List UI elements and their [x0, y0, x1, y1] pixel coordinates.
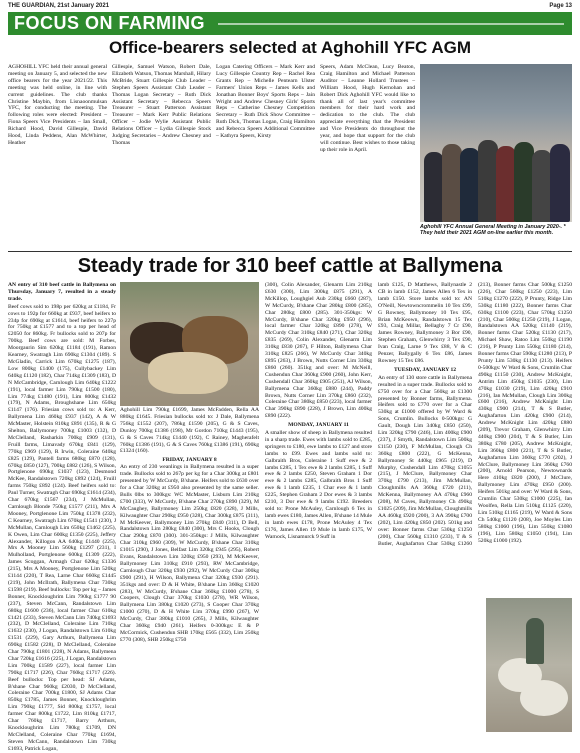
story1-col4-text: Speers, Adam McClean, Lucy Beaton, Craig Hamilton and Michael Patterson Auditor – Leanne Hollard Trustees – William Hood, Hugh Kernohan and Robert Dick Aghohill YFC would like to thank all of last year's committee members for their hard work and dedication to the club. The club appreciate everything that the President and Vice Presidents do throughout the year, and hope that support for the club will continue. Best wishes to those taking up their role in April.	[320, 64, 415, 153]
photo-person	[442, 144, 462, 222]
masthead-line	[8, 3, 572, 12]
photo-person	[514, 142, 534, 222]
story2-column-3	[265, 282, 372, 734]
section-banner	[8, 12, 572, 35]
beef-cattle-photo	[120, 282, 259, 406]
story2-col3-text: (300), Colin Alexander, Glenarm Lim 210kg £630 (300), Lim 300kg £875 (291), A McKillop, Loughgiel Aub 230kg £660 (287), W McCurdy, B'shane Char 280kg £800 (285), Char 280kg £800 (285). 301-350kgs: W McCurdy, B'shane Char 320kg £950 (296), local farmer Char 320kg £890 (278), W McCurdy Char 310kg £840 (271), Char 320kg £835 (269), Colin Alexander, Glenarm Lim 310kg £830 (267), F Hilton, Ballymena Char 310kg £825 (266), W McCurdy Char 340kg £895 (263), J Brown, Nutts Corner Lim 330kg £860 (260). 351kg and over: M McNeill, Cushendun Char 360kg £900 (260), John Kerr, Cushendall Char 360kg £905 (251), AJ Wilson, Ballymena Char 360kg £880 (244), Paddy Brown, Nutts Corner Lim 370kg £860 (232), Coleraine Char 380kg £850 (223), local farmer Char 390kg £890 (228), J Brown, Lim 400kg £890 (222).	[265, 282, 372, 420]
masthead-paper-date: THE GUARDIAN, 21st January 2021	[8, 3, 110, 9]
story2-column-1	[8, 282, 116, 752]
story1-col2-text: Gillespie, Samuel Watson, Robert Dale, Elizabeth Watson, Thomas Marshall, Hilary McBride, Stuart Gillespie Club Leader – Stephen Speers Assistant Club Leader – Thomas Logan Secretary – Ruth Dick Assistant Secretary – Rebecca Speers Treasurer – Stuart Patterson Assistant Treasurer – Mark Kerr Public Relations Officer – Jodie Wylie Assistant Public Relations Officer – Lydia Gillespie Stock Judging Secretaries – Andrew Chesney and Thomas	[112, 64, 211, 146]
photo-person	[532, 150, 552, 222]
story2-column-2	[120, 407, 259, 734]
section-title: FOCUS ON FARMING	[14, 13, 205, 33]
photo-person	[424, 152, 444, 222]
photo-cow	[148, 352, 228, 394]
story1-col1-text: AGHOHILL YFC held their annual general meeting on January 5, and selected the new office bearers for the year 2021/22. This meeting was held online, in line with current guidelines. The club thanks Christine Maybin, from Lisnaoonmulsan YFC, for conducting the meeting. The following roles were elected: President – Fiona Speers Vice Presidents – Ian Small, Richard Hood, David Gillespie, David Hood, Linda Peddens, Alan McWhirter, Heather	[8, 64, 107, 146]
photo-person	[478, 140, 498, 222]
friday-report: An entry of 230 weanlings in Ballymena resulted in a super trade. Bullocks sold to 267p per kg for a Char 300kg at £801 presented by W McCurdy, B'shane. Heifers sold to £630 over for a Char 320kg at £950 also presented by the same seller. Bulls 0lbs to 300kgs: WC McMaster, Lisburn Lim 210kg £700 (333), W McCurdy, B'shane Char 270kg £890 (329), M McCaughey, Ballymoney Lim 250kg £820 (328), J Mills, Kilwaughter Char 290kg £950 (328), Char 300kg £875 (311), M McKeever, Ballymoney Lim 270kg £840 (311), D Bell, Randalstown Lim 280kg £840 (300), Mrs C Hooks, Clough Char 290kg £870 (300). 301-350kgs: J Mills, Kilwaughter Char 310kg £960 (309), W McCurdy, B'shane Char 310kg £1015 (290), J Jones, Belfast Lim 320kg £945 (295), Robert Evans, Randalstown Lim 320kg £950 (293), M McKeever, Ballymoney Lim 310kg £910 (293), RW McCambridge, Carnlough Char 320kg £930 (292), W McCurdy Char 300kg £900 (291), H Wilson, Ballymena Char 320kg £930 (291). 351kgs and over: D & H White, B'shane Lim 360kg £1020 (283), W McCurdy, B'shane Char 360kg £1000 (278), S Coopers, Clough Char 370kg £1030 (278), WR Wilson, Ballymena Lim 380kg £1020 (273), S Cooper Char 370kg £1000 (270), D & H White Lim 370kg £990 (267), W McCurdy, Char 380kg £1010 (265), J Mills, Kilwaughter Char 360kg £940 (261). Heifers 0-300kgs: E & P McCormick, Cushendun SHB 170kg £565 (332), Lim 250kg £770 (308), SHB 250kg £750	[120, 464, 259, 643]
story1-column-2	[112, 64, 211, 254]
photo-person	[550, 144, 570, 222]
monday-report: A smaller show of sheep in Ballymena resulted in a sharp trade. Ewes with lambs sold to £285, springers to £180, ewe lambs to £127 and store lambs to £99. Ewes and lambs sold to: Galbraith Bros, Coleraine 1 Suff ewe & 2 lambs £285, 1 Tex ewe & 2 lambs £285, 1 Suff ewe & 2 lambs £250, Steven Graham 1 Dor ewe & 2 lambs £285, Galbraith Bros 1 Suff ewe & 1 lamb £235, 1 Char ewe & 1 lamb £225, Stephen Graham 2 Dor ewes & 3 lambs £210, 3 Dor ewe & 9 lambs £192. Breeders sold to: Prone McAuley, Carnlough 6 Tex in lamb ewes £180, James Allen, B'shane 14 Mule in lamb ewes £178, Prone McAuley 4 Tex £176, James Allen 19 Mule in lamb £175, W Warnock, Lisnamurck 9 Suff in	[265, 430, 372, 540]
friday-subhead: FRIDAY, JANUARY 8	[162, 457, 217, 464]
photo-person	[496, 146, 516, 222]
story2-photo-caption-text: Aghohill Lim 790kg £1699, James McFadden, Rella AA 880kg £1645. Friesian bullocks sold to: J Dale, Ballymena 756kg £1552 (207), 786kg £1590 (205), G & S Caves, Dunloy 700kg £1386 (198), Mr Gordon 710kg £1443 (195), G & S Caves 714kg £1440 (192), C Rainey, Magherafelt 760kg £1386 (191), G & S Caves 760kg £1386 (191), 690kg £1324 (160).	[120, 407, 259, 455]
story1-col3-text: Logan Catering Officers – Mark Kerr and Lucy Gillespie Country Rep – Rachel Rea Grants Rep – Michelle Pentearn Ulster Farmers' Union Reps – James Kells and Jonathan Bonner Boys' Sports Reps – Jain Wright and Andrew Chesney Girls' Sports Reps – Catherine Chesney Competition Secretary – Ruth Dick Show Committee – Ruth Dick, Thomas Logan, Craig Hamilton and Rebecca Speers Additional Committee – Kathyra Speers, Kirsty	[216, 64, 315, 140]
story1-headline: Office-bearers selected at Aghohill YFC AGM	[108, 38, 472, 57]
agm-group-photo	[420, 64, 572, 222]
story2-col5-text: lamb £125, D Matthews, Ballynastle 2 CB in lamb £152, James Allen 6 Tex in lamb £150. Store lambs sold to: AN O'Neill, Newtowncrommelin 10 Tex £99, G Rowney, Ballymoney 10 Tex £95, Brian McKeown, Randalstown 15 Tex £93, Craig Millar, Bellaghy 7 Cr £90, James Rowney, Ballymoney 3 Bor £90, Stephen Graham, Glenwhirry 3 Tex £90, Ivan Craig, Larne 9 Tex £88, V & C Penzer, Ballygally 6 Tex £86, James Rowney 15 Tex £86.	[378, 282, 472, 364]
story2-col1-text: Beef cows sold to 198p per 620kg at £1184, Fr cows to 192p for 660kg at £937, beef heifers to 234p for 690kg at £1614, beef heifers to 227p for 750kg at £1577 and to a top per head of £2050 for 860kg. Fr bullocks sold to 207p for 700kg. Beef cows are sold: M Forbes, Moorgaurin Sim 620kg £1184 (191), Ramon Kearney, Swatragh Lim 690kg £1304 (189). S McGladin, Carrick Lim 670kg £1275 (187), Low 800kg £1400 (175), Cullybackey Lim 640kg £1120 (182), Char 714kg £1309 (183), D N McCambridge, Carnlough Lim 640kg £1222 (191), local farmer Lim 790kg £1500 (180), Lim 774kg £1480 (191), Lim 800kg £1432 (179), N Adams, Broughshane Lim 650kg £1147 (176). Friesian cows sold to: A Kerr, Ballymena Lim 460kg £937 (142), A & W McMaster, Holstein 810kg £891 (135), R & G Shelton, Ballymoney 700kg £1003 (132), D McClelland, Rasharkin 700kg £909 (131), Fruill farms, Limavady 670kg £841 (129), 770kg £969 (129), R Irwin, Coleraine 640kg £825 (129), Pantell farms 680kg £870 (128), 670kg £850 (127), 700kg £882 (126), S Wilson, Portglenone 690kg £1037 (123), Desmond McKee, Randalstown 720kg £892 (124), Fruill farms 750kg £892 (124). Beef heifers sold to: Paul Turner, Swatragh Char 690kg £1614 (234), Char 670kg £1567 (234), J McMullan, Carnlough Blonde 750kg £1577 (211), Mrs A Mooney, Portglenone Lim 750kg £1378 (232), C Kearney, Swatragh Lim 670kg £1541 (230), J McMullan, Carnlough Lim 650kg £1462 (225), K Owen, Lim Char 600kg £1350 (225), Jeffery Alexander, Killogon AA 640kg £1440 (225), Mrs A Mooney Lim 560kg £1297 (231), I Mulholland, Portglenone 600kg £1309 (222), James Scoggan, Armagh Char 620kg £1336 (215), Mrs A Mooney, Portglenone Lim 520kg £1144 (220), T Rea, Larne Char 660kg £1445 (219), John McIlrath, Ballymena Char 730kg £1598 (219). Beef bullocks: Top per kg – James Bonner, Knockloughrim Lim 790kg £1777 90 (237), Steven McCann, Randalstown Lim 680kg £1600 (236), local farmer Char 610kg £1421 (233), Steven McCann Lim 740kg £1693 (232), D McClelland, Coleraine Lim 710kg £1632 (230), J Logan, Randalstown Lim 610kg £1531 (229), Gary Arthurs, Ballymena Lim 690kg £1582 (228), D McClelland, Coleraine Char 790kg £1801 (228), N Adams, Ballymena Char 720kg £1616 (225), J Logan, Randalstown Lim 700kg £1589 (227), local farmer Lim 790kg £1717 (226), Char 760kg £1717 (226). Beef bullocks: Top per head: SJ Adams, B'shane Char 960kg £2030, D McClelland, Coleraine Char 700kg £1800, SJ Adams Char 850kg £1785, James Bonner, Knockloughrim Lim 790kg £1777, Sid 800kg £1757, local farmer Char 800kg £1722, Lim 810kg £1717, Char 760kg £1717, Barry Arthurs, Knockloughrim Lim 780kg £1709, DN McClelland, Coleraine Char 770kg £1694, Steven McCann, Randalstown Lim 730kg £1693, Patrick Logan,	[8, 303, 116, 752]
story2-column-4	[378, 282, 572, 596]
story2-lede: AN entry of 310 beef cattle in Ballymena on Thursday, January 7, resulted in a steady trade.	[8, 282, 116, 302]
banner-rule	[218, 23, 564, 25]
monday-subhead: MONDAY, JANUARY 11	[288, 422, 349, 429]
section-divider	[8, 251, 572, 252]
story1-column-1	[8, 64, 107, 254]
photo-person	[526, 618, 544, 664]
story2-headline: Steady trade for 310 beef cattle at Ballymena	[77, 255, 503, 277]
sheep-photo	[486, 598, 572, 732]
story1-column-3	[216, 64, 315, 254]
photo-sheep	[520, 680, 568, 716]
photo-person	[460, 148, 480, 222]
masthead-page-number: Page 13	[549, 3, 572, 9]
story1-column-4	[320, 64, 415, 254]
agm-photo-caption: Aghohill YFC Annual General Meeting in January 2020-. * They held their 2021 AGM on-line earlier this month.	[420, 224, 566, 237]
tuesday-subhead: TUESDAY, JANUARY 12	[393, 366, 457, 373]
tuesday-report: An entry of 130 store cattle in Ballymena resulted in a super trade. Bullocks sold to £750 over for a Char 560kg at £1300 presented by Bonner farms, Ballymena. Heifers sold to £770 over for a Char 530kg at £1000 offered by W Ward & Sons, Crumlin. Bullocks 0-500kgs: G Gault, Dough Lim 340kg £850 (250), Lim 320kg £790 (246), Lim 400kg £900 (237), J Smyth, Randalstown Lim 500kg £1150 (230), F McMullan, Clough Ch 360kg £800 (222), G McKenna, Ballymoney St 440kg £965 (219), D Murphy, Cushendall Lim 470kg £1055 (215), J McClure, Ballymoney Char 370kg £790 (213), Jim McMullan, Cloughmills AA 360kg £720 (211), McKenna, Ballymoney AA 470kg £960 (208), M Caves, Ballymoney Ch 490kg £1025 (209), Jim McMullan, Cloughmills AA 460kg £920 (200), 3 AA 390kg £700 (202), Lim 420kg £850 (202). 501kg and over: Bonner farms Char 530kg £1250 (200), Char 560kg £1310 (233), T & S Butler, Aughafarton Char 530kg £1260 (213), Bonner farms Char 500kg £1250 (226), Char 560kg £1250 (223), Lim 510kg £1270 (222), P Prunty, Ridge Lim 530kg £1180 (222), Bonner farms Char 630kg £1100 (223), Char 570kg £1250 (210), Char 500kg £1250 (219), J Logan, Randalstown AA 520kg £1140 (219), Bonner farms Char 520kg £1130 (217), Michael Shaw, Ratoo Lim 550kg £1190 (216), P Prunty Lim 550kg £1180 (214), Bonner farms Char 590kg £1280 (213), P Prunty Lim 530kg £1130 (213). Heifers 0-500kgs: W Ward & Sons, Crumlin Char 490kg £1150 (230), Andrew McKnight, Antrim Lim 450kg £1035 (230), Lim 470kg £1030 (219), Lim 420kg £910 (216), Ian McMullan, Clough Lim 300kg £600 (216), Andrew McKnight Lim 430kg £900 (214), T & S Butler, Aughafarton Lim 420kg £900 (214), Andrew McKnight Lim 420kg £880 (209), Trevor Graham, Glenwhirry Lim 440kg £900 (204), T & S Butler, Lim 380kg £780 (205), Andrew McKnight, Lim 360kg £800 (221), T & S Butler, Aughafarton Lim 360kg £770 (202), J McClure, Ballymoney Lim 360kg £760 (200), Arnold Pearson, Newtownards Here 410kg £820 (200), J McClure, Ballymoney Lim 470kg £950 (200). Heifers 501kg and over: W Ward & Sons, Crumlin Char 530kg £1000 (225), Ian Woolfen, Rella Lim 510kg £1125 (220), Lim 510kg £1165 (219), W Ward & Sons Ch 540kg £1120 (208), Joe Moyles Lim 580kg £1060 (196), Lim 550kg £1080 (196), Lim 580kg £1050 (194), Lim 520kg £1000 (192).	[378, 282, 572, 547]
